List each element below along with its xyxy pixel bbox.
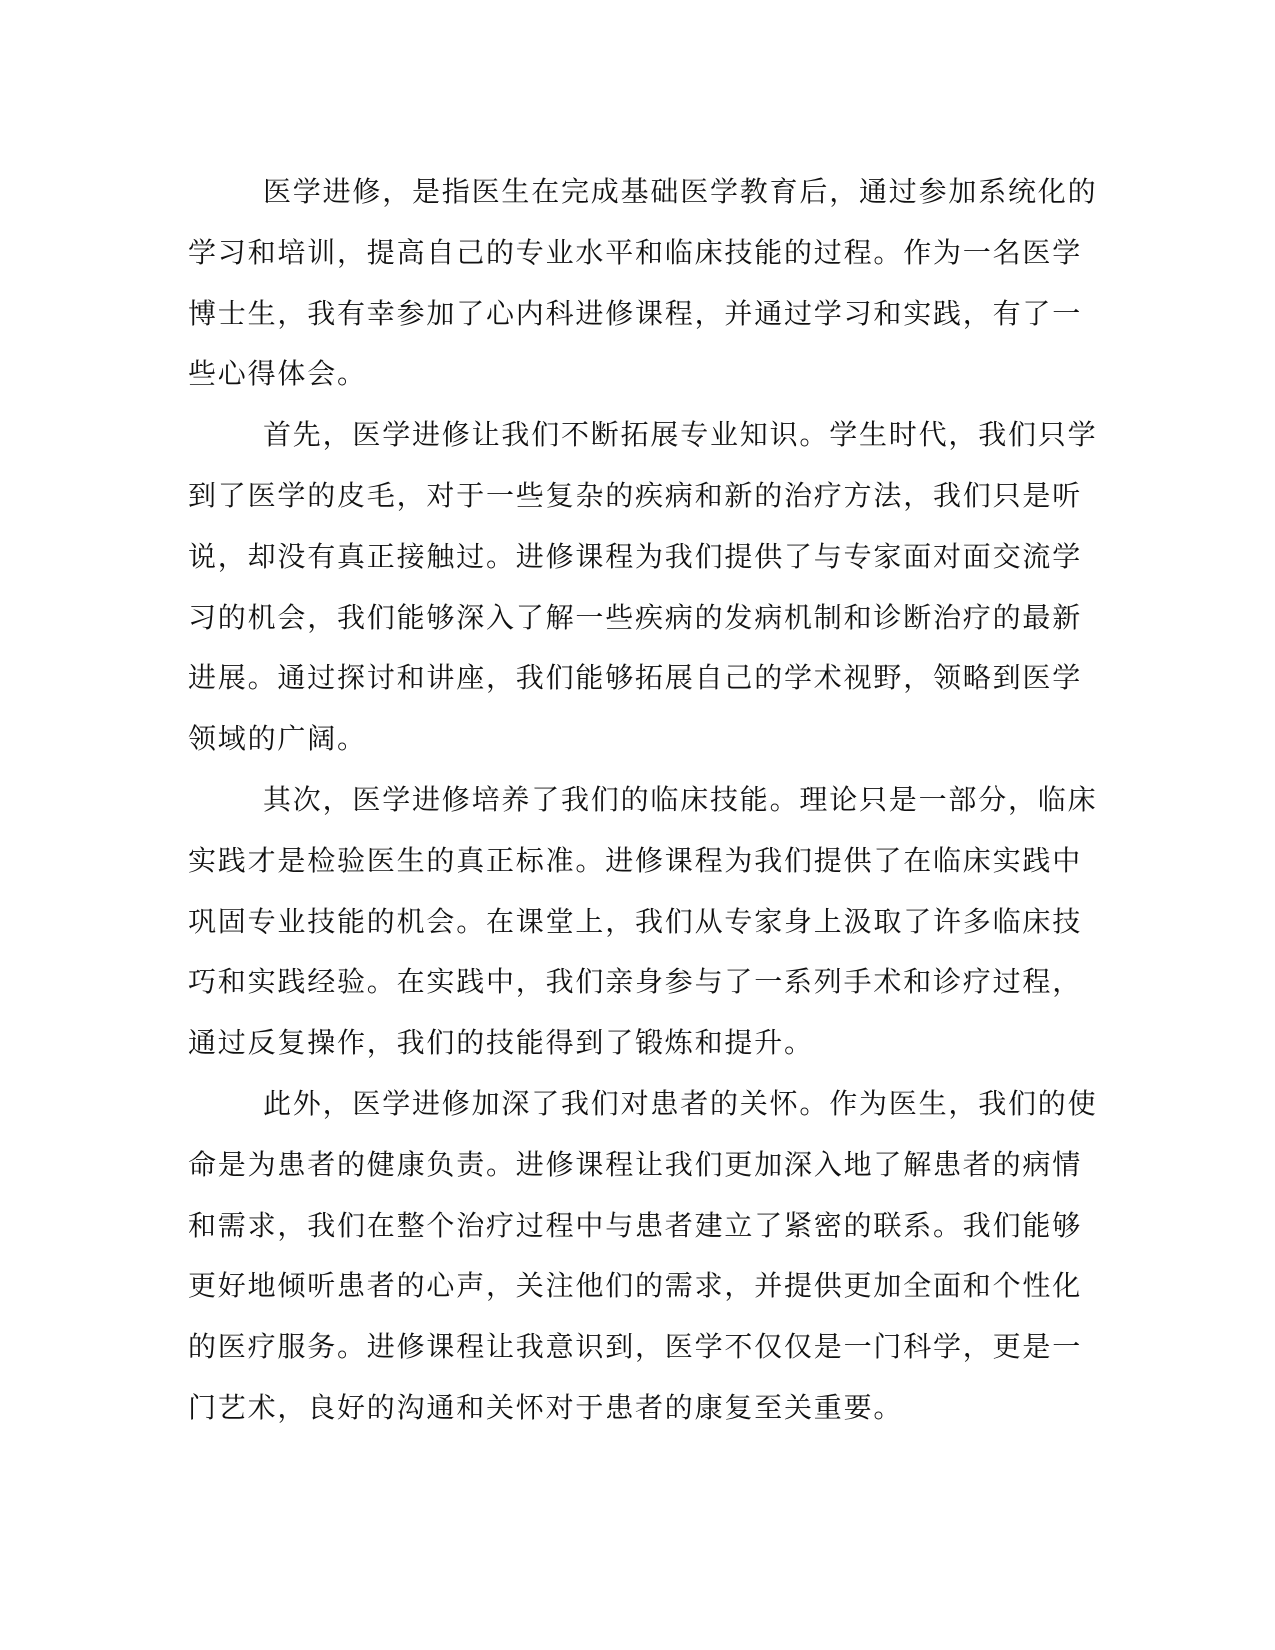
paragraph-line: 医学进修，是指医生在完成基础医学教育后，通过参加系统化的 bbox=[263, 175, 1098, 208]
paragraph-line: 命是为患者的健康负责。进修课程让我们更加深入地了解患者的病情 bbox=[188, 1147, 1083, 1181]
paragraph-line: 领域的广阔。 bbox=[188, 722, 367, 756]
paragraph-line: 到了医学的皮毛，对于一些复杂的疾病和新的治疗方法，我们只是听 bbox=[188, 478, 1083, 512]
paragraph-line: 进展。通过探讨和讲座，我们能够拓展自己的学术视野，领略到医学 bbox=[188, 661, 1083, 695]
paragraph-4 bbox=[188, 1074, 1098, 1439]
paragraph-line: 习的机会，我们能够深入了解一些疾病的发病机制和诊断治疗的最新 bbox=[188, 600, 1083, 634]
paragraph-line: 更好地倾听患者的心声，关注他们的需求，并提供更加全面和个性化 bbox=[188, 1269, 1083, 1303]
paragraph-line: 说，却没有真正接触过。进修课程为我们提供了与专家面对面交流学 bbox=[188, 539, 1083, 573]
paragraph-3 bbox=[188, 770, 1098, 1074]
paragraph-line: 和需求，我们在整个治疗过程中与患者建立了紧密的联系。我们能够 bbox=[188, 1208, 1083, 1242]
paragraph-line: 的医疗服务。进修课程让我意识到，医学不仅仅是一门科学，更是一 bbox=[188, 1330, 1083, 1364]
paragraph-1 bbox=[188, 162, 1098, 405]
paragraph-2 bbox=[188, 405, 1098, 770]
paragraph-line: 些心得体会。 bbox=[188, 357, 367, 391]
paragraph-line: 学习和培训，提高自己的专业水平和临床技能的过程。作为一名医学 bbox=[188, 235, 1083, 269]
paragraph-line: 巩固专业技能的机会。在课堂上，我们从专家身上汲取了许多临床技 bbox=[188, 904, 1083, 938]
paragraph-line: 首先，医学进修让我们不断拓展专业知识。学生时代，我们只学 bbox=[263, 418, 1098, 452]
paragraph-line: 博士生，我有幸参加了心内科进修课程，并通过学习和实践，有了一 bbox=[188, 296, 1083, 330]
paragraph-line: 门艺术，良好的沟通和关怀对于患者的康复至关重要。 bbox=[188, 1390, 904, 1424]
paragraph-line: 实践才是检验医生的真正标准。进修课程为我们提供了在临床实践中 bbox=[188, 843, 1083, 877]
paragraph-line: 此外，医学进修加深了我们对患者的关怀。作为医生，我们的使 bbox=[263, 1086, 1098, 1120]
document-body bbox=[188, 162, 1098, 1439]
paragraph-line: 通过反复操作，我们的技能得到了锻炼和提升。 bbox=[188, 1026, 814, 1060]
paragraph-line: 巧和实践经验。在实践中，我们亲身参与了一系列手术和诊疗过程， bbox=[188, 965, 1083, 999]
paragraph-line: 其次，医学进修培养了我们的临床技能。理论只是一部分，临床 bbox=[263, 782, 1098, 816]
